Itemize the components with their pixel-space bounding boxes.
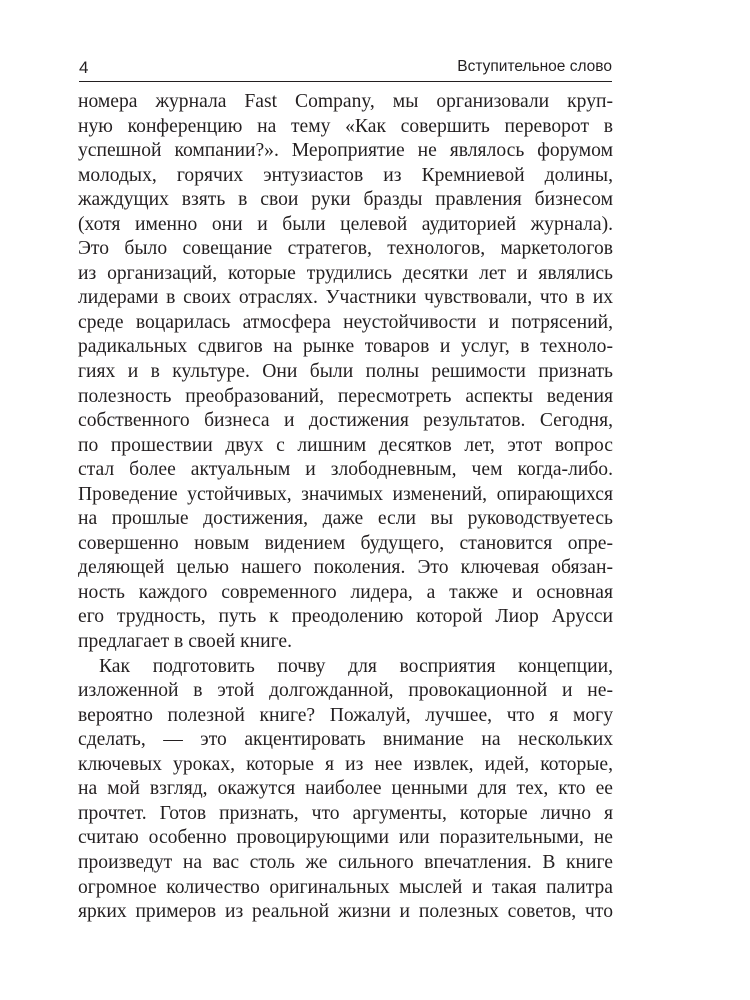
page-header bbox=[79, 52, 612, 80]
body-text bbox=[78, 90, 613, 925]
text-line: считаю особенно провоцирующими или поразительными, не bbox=[78, 827, 613, 849]
running-title: Вступительное слово bbox=[457, 58, 612, 75]
text-line: жаждущих взять в свои руки бразды правления бизнесом bbox=[78, 189, 613, 211]
text-line: вероятно полезной книге? Пожалуй, лучшее, что я могу bbox=[78, 704, 613, 726]
text-line: полезность преобразований, пересмотреть аспекты ведения bbox=[78, 385, 613, 407]
text-line: ярких примеров из реальной жизни и полезных советов, что bbox=[78, 901, 613, 923]
text-line: среде воцарилась атмосфера неустойчивости и потрясений, bbox=[78, 311, 613, 333]
text-line: стал более актуальным и злободневным, чем когда-либо. bbox=[78, 459, 613, 481]
text-line: номера журнала Fast Company, мы организовали круп- bbox=[78, 91, 613, 112]
text-line: ключевых уроках, которые я из нее извлек, идей, которые, bbox=[78, 753, 613, 775]
text-line: сделать, — это акцентировать внимание на нескольких bbox=[78, 729, 613, 751]
text-line: деляющей целью нашего поколения. Это ключевая обязан- bbox=[78, 557, 613, 579]
text-line: молодых, горячих энтузиастов из Кремниевой долины, bbox=[78, 164, 613, 186]
text-line: на мой взгляд, окажутся наиболее ценными для тех, кто ее bbox=[78, 778, 613, 800]
text-line: на прошлые достижения, даже если вы руководствуетесь bbox=[78, 508, 613, 530]
text-line: (хотя именно они и были целевой аудиторией журнала). bbox=[78, 213, 613, 235]
text-line: успешной компании?». Мероприятие не являлось форумом bbox=[78, 140, 613, 162]
text-line: ность каждого современного лидера, а также и основная bbox=[78, 581, 613, 603]
text-line: огромное количество оригинальных мыслей и такая палитра bbox=[78, 876, 613, 898]
paragraph bbox=[78, 655, 613, 925]
text-line: предлагает в своей книге. bbox=[78, 631, 293, 653]
text-line: из организаций, которые трудились десятки лет и являлись bbox=[78, 262, 613, 284]
page-number: 4 bbox=[79, 58, 89, 77]
header-rule bbox=[79, 81, 612, 82]
text-line: радикальных сдвигов на рынке товаров и услуг, в техноло- bbox=[78, 336, 613, 358]
text-line: гиях и в культуре. Они были полны решимости признать bbox=[78, 361, 613, 383]
text-line: совершенно новым видением будущего, становится опре- bbox=[78, 532, 613, 554]
text-line: прочтет. Готов признать, что аргументы, которые лично я bbox=[78, 802, 613, 824]
text-line: произведут на вас столь же сильного впечатления. В книге bbox=[78, 851, 613, 873]
text-line: по прошествии двух с лишним десятков лет, этот вопрос bbox=[78, 434, 613, 456]
text-line: изложенной в этой долгожданной, провокационной и не- bbox=[78, 680, 613, 702]
text-line: Как подготовить почву для восприятия концепции, bbox=[99, 655, 613, 677]
paragraph bbox=[78, 90, 613, 655]
text-line: лидерами в своих отраслях. Участники чувствовали, что в их bbox=[78, 287, 613, 309]
text-line: собственного бизнеса и достижения результатов. Сегодня, bbox=[78, 410, 613, 432]
text-line: ную конференцию на тему «Как совершить переворот в bbox=[78, 115, 613, 137]
text-line: Это было совещание стратегов, технологов, маркетологов bbox=[78, 238, 613, 260]
text-line: его трудность, путь к преодолению которой Лиор Арусси bbox=[78, 606, 613, 628]
text-line: Проведение устойчивых, значимых изменений, опирающихся bbox=[78, 483, 613, 505]
